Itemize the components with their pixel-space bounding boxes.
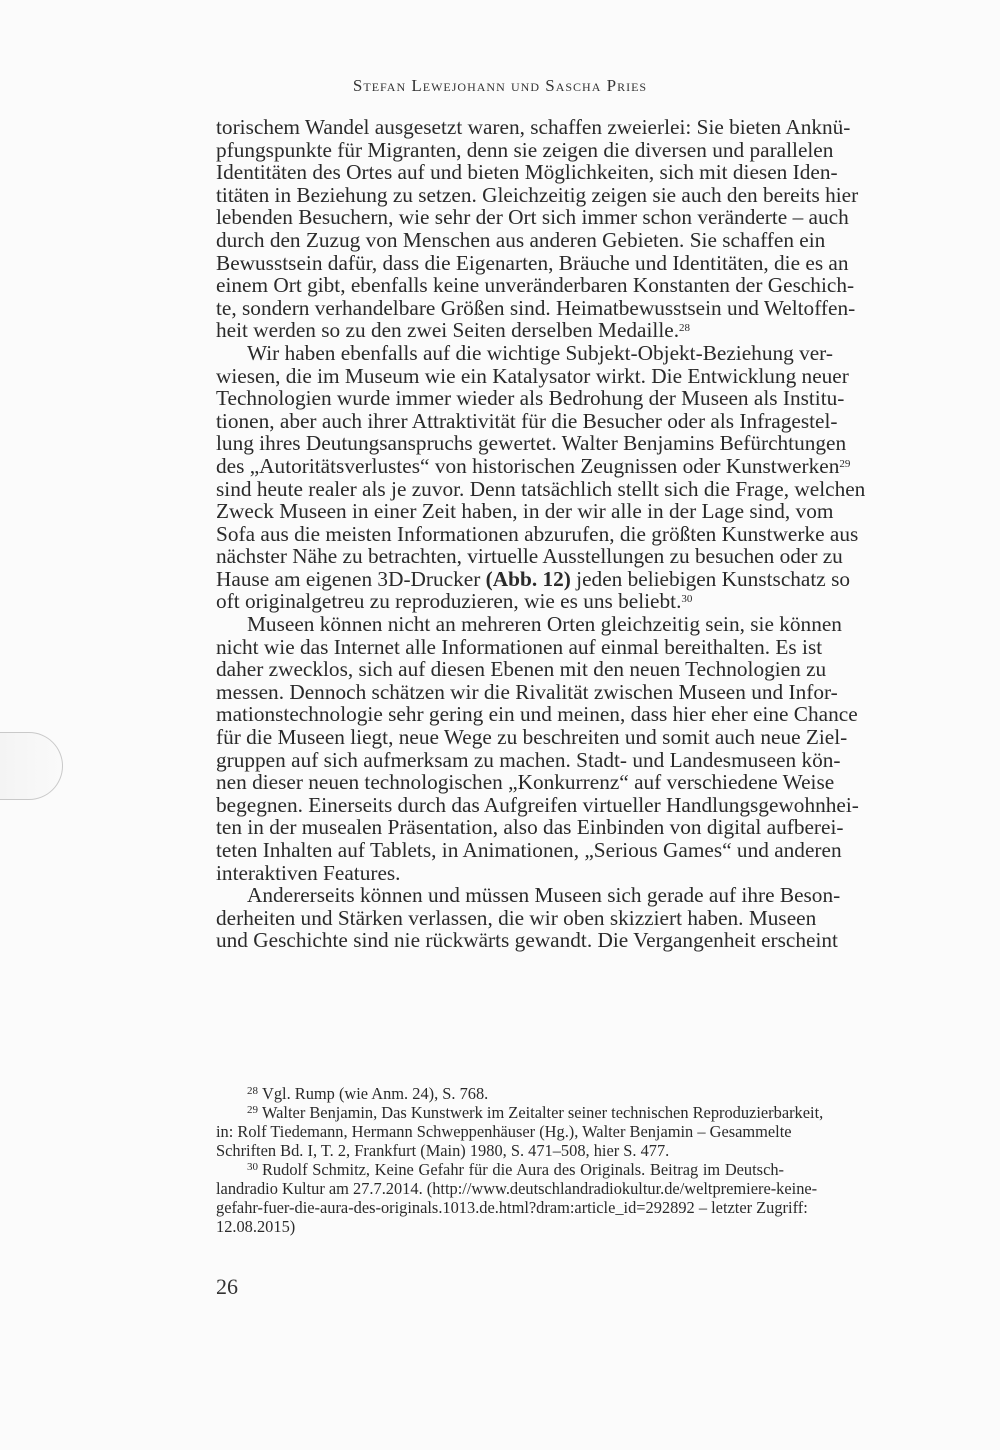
figure-ref-abb-12[interactable]: (Abb. 12) [485,566,571,591]
footnote-ref-29[interactable]: 29 [839,457,851,470]
text-line: daher zwecklos, sich auf diesen Ebenen mit den neuen Technologien zu [216,657,827,682]
text-line: nächster Nähe zu betrachten, virtuelle Ausstellungen zu besuchen oder zu [216,544,843,569]
footnote-line [216,1160,784,1179]
text-run: Hause am eigenen 3D-Drucker [216,566,481,591]
text-line: nen dieser neuen technologischen „Konkurrenz“ auf verschiedene Weise [216,770,835,795]
text-line: mationstechnologie sehr gering ein und meinen, dass hier eher eine Chance [216,702,858,727]
text-line: Sofa aus die meisten Informationen abzurufen, die größten Kunstwerke aus [216,521,859,546]
paragraph-3 [216,612,859,885]
text-line: Andererseits können und müssen Museen sich gerade auf ihre Beson- [247,883,841,908]
footnote-ref-28[interactable]: 28 [679,322,691,335]
text-run: oft originalgetreu zu reproduzieren, wie es uns beliebt. [216,589,682,614]
footnote-number: 29 [247,1104,258,1116]
text-line: lebenden Besuchern, wie sehr der Ort sich immer schon veränderte – auch [216,205,849,230]
text-line: gruppen auf sich aufmerksam zu machen. Stadt- und Landesmuseen kön- [216,747,841,772]
text-line: teten Inhalten auf Tablets, in Animationen, „Serious Games“ und anderen [216,838,842,862]
text-line: pfungspunkte für Migranten, denn sie zeigen die diversen und parallelen [216,137,834,162]
footnotes [216,1084,824,1236]
paragraph-4 [216,883,841,953]
footnote-number: 30 [247,1161,258,1173]
footnote-line: Schriften Bd. I, T. 2, Frankfurt (Main) 1980, S. 471–508, hier S. 477. [216,1141,670,1160]
footnote-line: landradio Kultur am 27.7.2014. (http://www.deutschlandradiokultur.de/weltpremiere-keine- [216,1179,818,1198]
text-line: einem Ort gibt, ebenfalls keine unveränderbaren Konstanten der Geschich- [216,273,855,298]
text-line: lung ihres Deutungsanspruchs gewertet. Walter Benjamins Befürchtungen [216,431,847,456]
footnote-ref-30[interactable]: 30 [681,593,693,606]
text-line: titäten in Beziehung zu setzen. Gleichzeitig zeigen sie auch den bereits hier [216,182,859,207]
page-number: 26 [216,1274,238,1299]
footnote-line: 12.08.2015) [216,1217,296,1236]
text-line: te, sondern verhandelbare Größen sind. Heimatbewusstsein und Weltoffen- [216,295,856,320]
footnote-number: 28 [247,1085,258,1097]
text-line: Identitäten des Ortes auf und bieten Möglichkeiten, sich mit diesen Iden- [216,160,838,185]
text-line: messen. Dennoch schätzen wir die Rivalität zwischen Museen und Infor- [216,679,838,704]
text-line: Museen können nicht an mehreren Orten gleichzeitig sein, sie können [247,612,842,637]
text-line [216,590,784,613]
footnote-line [216,1084,784,1103]
footnote-line: in: Rolf Tiedemann, Hermann Schweppenhäuser (Hg.), Walter Benjamin – Gesammelte [216,1122,792,1141]
footnote-text: Walter Benjamin, Das Kunstwerk im Zeitalter seiner technischen Reproduzierbarkeit, [262,1103,824,1122]
text-line: Bewusstsein dafür, dass die Eigenarten, Bräuche und Identitäten, die es an [216,250,849,275]
text-line: Technologien wurde immer wieder als Bedrohung der Museen als Institu- [216,386,845,411]
paper-clip-mark [0,732,63,800]
text-line: derheiten und Stärken verlassen, die wir oben skizziert haben. Museen [216,905,817,930]
running-header: Stefan Lewejohann und Sascha Pries [352,76,648,95]
text-line: Wir haben ebenfalls auf die wichtige Subjekt-Objekt-Beziehung ver- [247,340,833,365]
footnote-30 [216,1160,818,1236]
text-line: wiesen, die im Museum wie ein Katalysator wirkt. Die Entwicklung neuer [216,363,849,388]
text-line: und Geschichte sind nie rückwärts gewandt. Die Vergangenheit erscheint [216,928,838,953]
text-line: durch den Zuzug von Menschen aus anderen Gebieten. Sie schaffen ein [216,227,826,252]
text-line: begegnen. Einerseits durch das Aufgreifen virtueller Handlungsgewohnhei- [216,792,859,817]
body-text [216,115,866,953]
text-line: torischem Wandel ausgesetzt waren, schaffen zweierlei: Sie bieten Anknü- [216,115,851,139]
footnote-line: gefahr-fuer-die-aura-des-originals.1013.de.html?dram:article_id=292892 – letzter Zugriff: [216,1198,808,1217]
text-run: jeden beliebigen Kunstschatz so [570,566,851,591]
paragraph-2 [216,340,866,614]
text-line [216,453,851,478]
footnote-text: Rudolf Schmitz, Keine Gefahr für die Aura des Originals. Beitrag im Deutsch- [262,1160,784,1179]
text-line [216,566,851,591]
text-line: ten in der musealen Präsentation, also das Einbinden von digital aufberei- [216,815,844,840]
text-run: heit werden so zu den zwei Seiten derselben Medaille. [216,318,680,343]
text-line: Zweck Museen in einer Zeit haben, in der wir alle in der Lage sind, vom [216,499,834,524]
footnote-28 [216,1084,784,1103]
text-line: interaktiven Features. [216,860,401,885]
text-run: des „Autoritätsverlustes“ von historischen Zeugnissen oder Kunstwerken [216,453,840,478]
footnote-29 [216,1103,824,1160]
text-line: für die Museen liegt, neue Wege zu beschreiten und somit auch neue Ziel- [216,725,848,750]
footnote-line [216,1103,824,1122]
text-line: tionen, aber auch ihrer Attraktivität für die Besucher oder als Infragestel- [216,408,838,433]
paragraph-1 [216,115,859,343]
text-line: nicht wie das Internet alle Informationen auf einmal bereithalten. Es ist [216,634,823,659]
footnote-text: Vgl. Rump (wie Anm. 24), S. 768. [262,1084,489,1103]
text-line [216,319,784,342]
text-line: sind heute realer als je zuvor. Denn tatsächlich stellt sich die Frage, welchen [216,476,866,501]
